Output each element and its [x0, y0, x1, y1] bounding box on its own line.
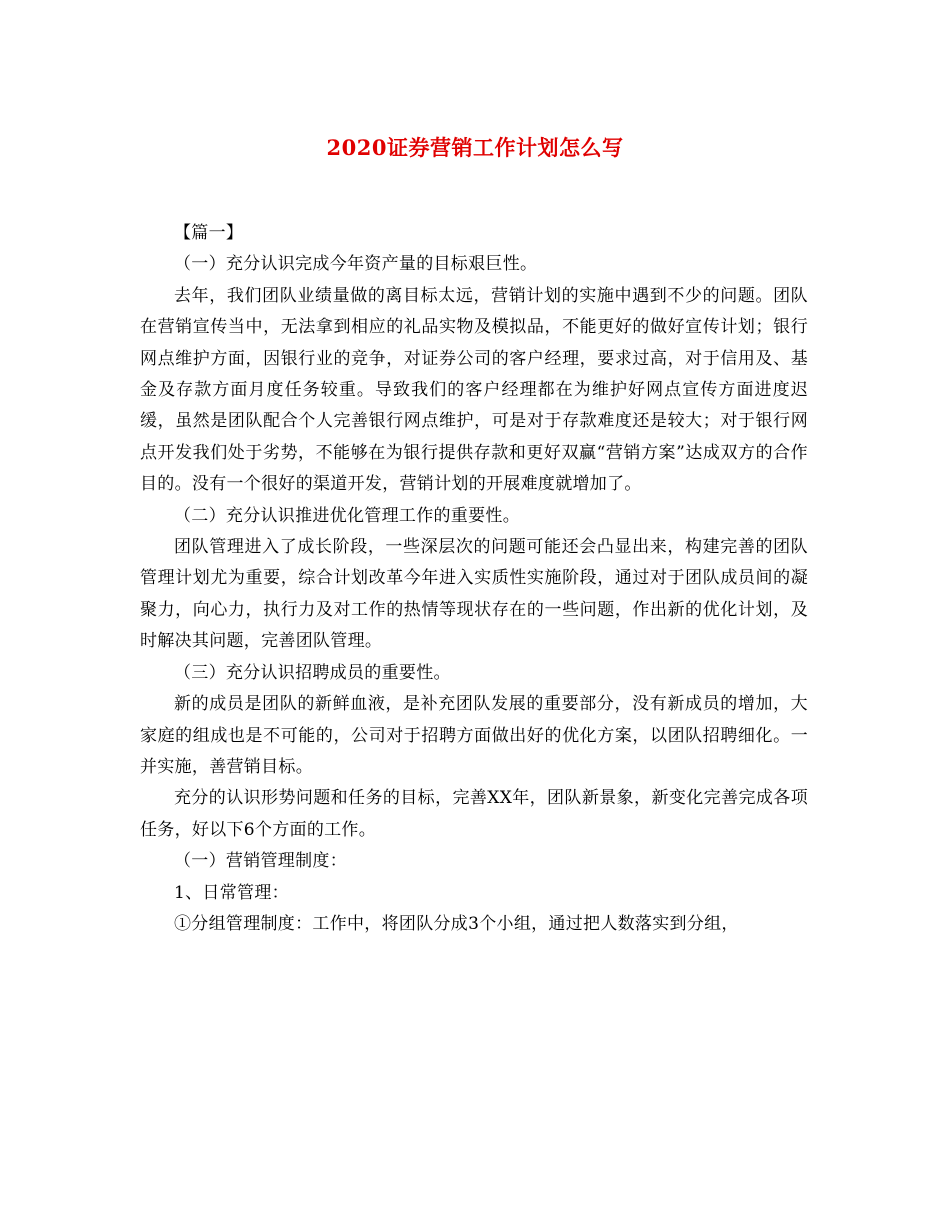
body-paragraph: 新的成员是团队的新鲜血液，是补充团队发展的重要部分，没有新成员的增加，大家庭的组成也是不可能的，公司对于招聘方面做出好的优化方案，以团队招聘细化。一并实施，善营销目标。	[140, 694, 808, 777]
document-body	[140, 218, 808, 940]
body-paragraph: 团队管理进入了成长阶段，一些深层次的问题可能还会凸显出来，构建完善的团队管理计划尤为重要，综合计划改革今年进入实质性实施阶段，通过对于团队成员间的凝聚力，向心力，执行力及对工作的热情等现状存在的一些问题，作出新的优化计划，及时解决其问题，完善团队管理。	[140, 537, 808, 652]
list-item: ①分组管理制度：工作中，将团队分成3个小组，通过把人数落实到分组，	[174, 913, 739, 934]
body-paragraph: 去年，我们团队业绩量做的离目标太远，营销计划的实施中遇到不少的问题。团队在营销宣传当中，无法拿到相应的礼品实物及模拟品，不能更好的做好宣传计划；银行网点维护方面，因银行业的竞争，对证券公司的客户经理，要求过高，对于信用及、基金及存款方面月度任务较重。导致我们的客户经理都在为维护好网点宣传方面进度迟缓，虽然是团队配合个人完善银行网点维护，可是对于存款难度还是较大；对于银行网点开发我们处于劣势，不能够在为银行提供存款和更好双赢“营销方案”达成双方的合作目的。没有一个很好的渠道开发，营销计划的开展难度就增加了。	[140, 285, 808, 495]
section-heading: （二）充分认识推进优化管理工作的重要性。	[174, 505, 520, 526]
list-heading: 1、日常管理：	[174, 882, 289, 903]
document-title: 2020证券营销工作计划怎么写	[326, 135, 624, 160]
body-paragraph: 充分的认识形势问题和任务的目标，完善XX年，团队新景象，新变化完善完成各项任务，好以下6个方面的工作。	[140, 788, 808, 840]
section-heading: （一）营销管理制度：	[174, 851, 347, 872]
section-heading: （一）充分认识完成今年资产量的目标艰巨性。	[174, 254, 538, 275]
section-heading: （三）充分认识招聘成员的重要性。	[174, 662, 451, 683]
section-marker: 【篇一】	[174, 223, 244, 243]
